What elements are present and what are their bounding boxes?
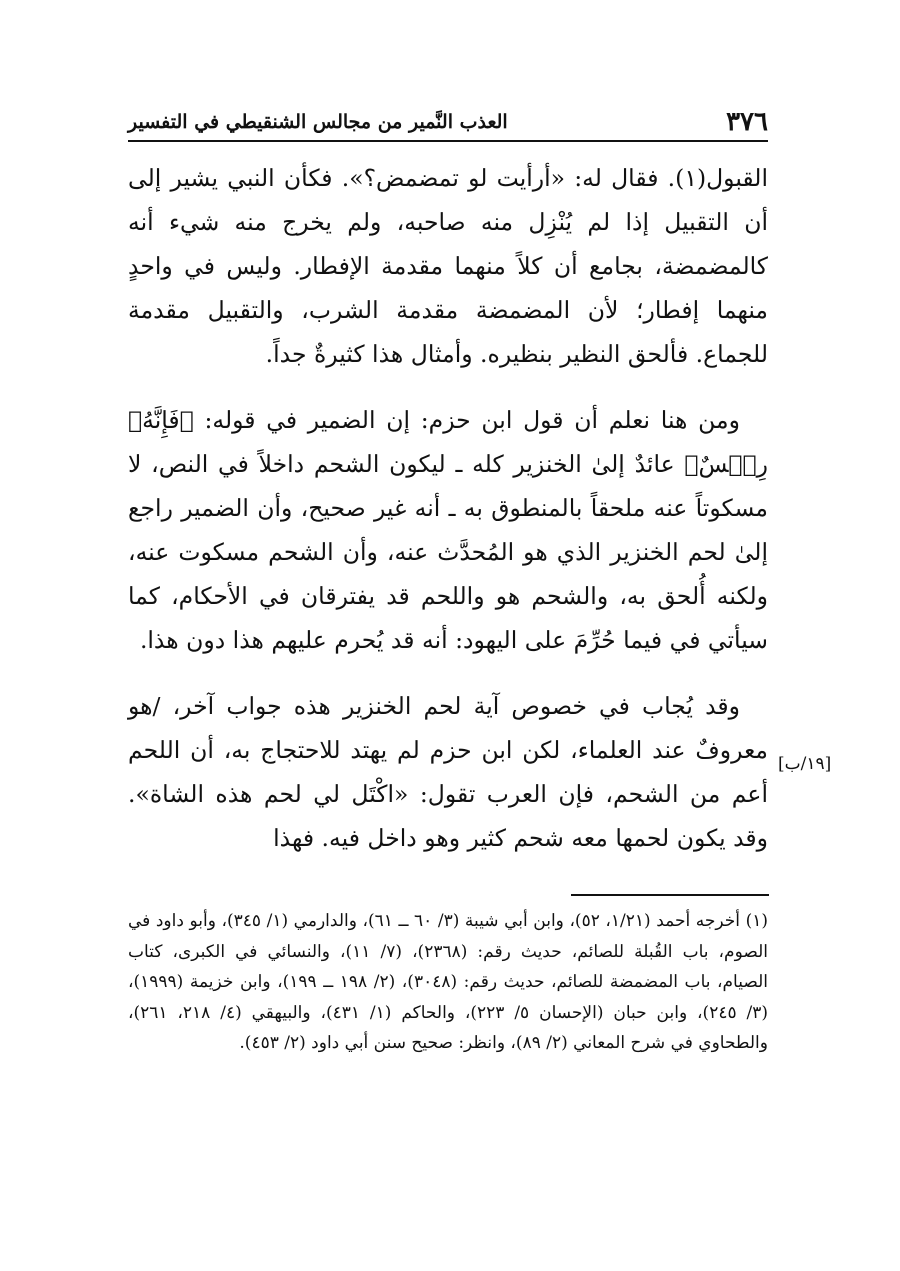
paragraph-1: القبول(١). فقال له: «أرأيت لو تمضمض؟». فكأن النبي يشير إلى أن التقبيل إذا لم يُنْزِل منه صاحبه، ولم يخرج منه شيء أنه كالمضمضة، بجامع أن كلاً منهما مقدمة الإفطار. وليس في واحدٍ منهما إفطار؛ لأن المضمضة مقدمة الشرب، والتقبيل مقدمة للجماع. فألحق النظير بنظيره. وأمثال هذا كثيرةٌ جداً. xyxy=(128,164,768,368)
footnote-separator xyxy=(571,894,769,896)
manuscript-folio-marker: [١٩/ب] xyxy=(778,754,832,774)
main-text xyxy=(128,156,768,860)
header-rule xyxy=(128,140,768,142)
paragraph-3: وقد يُجاب في خصوص آية لحم الخنزير هذه جواب آخر، /هو معروفٌ عند العلماء، لكن ابن حزم لم يهتد للاحتجاج به، أن اللحم أعم من الشحم، فإن العرب تقول: «اكْتَل لي لحم هذه الشاة». وقد يكون لحمها معه شحم كثير وهو داخل فيه. فهذا xyxy=(128,692,768,852)
running-header xyxy=(128,104,768,140)
running-title: العذب النَّمير من مجالس الشنقيطي في التفسير xyxy=(128,111,508,133)
page-number: ٣٧٦ xyxy=(726,107,768,137)
footnote-1: (١) أخرجه أحمد (١/٢١، ٥٢)، وابن أبي شيبة (٣/ ٦٠ ــ ٦١)، والدارمي (١/ ٣٤٥)، وأبو داود في الصوم، باب القُبلة للصائم، حديث رقم: (٢٣٦٨)، (٧/ ١١)، والنسائي في الكبرى، كتاب الصيام، باب المضمضة للصائم، حديث رقم: (٣٠٤٨)، (٢/ ١٩٨ ــ ١٩٩)، وابن خزيمة (١٩٩٩)، (٣/ ٢٤٥)، وابن حبان (الإحسان ٥/ ٢٢٣)، والحاكم (١/ ٤٣١)، والبيهقي (٤/ ٢١٨، ٢٦١)، والطحاوي في شرح المعاني (٢/ ٨٩)، وانظر: صحيح سنن أبي داود (٢/ ٤٥٣). xyxy=(128,911,769,1053)
paragraph-2: ومن هنا نعلم أن قول ابن حزم: إن الضمير في قوله: ﴿فَإِنَّهُۥ رِجۡسٌ﴾ عائدٌ إلىٰ الخنزير كله ـ ليكون الشحم داخلاً في النص، لا مسكوتاً عنه ملحقاً بالمنطوق به ـ أنه غير صحيح، وأن الضمير راجع إلىٰ لحم الخنزير الذي هو المُحدَّث عنه، وأن الشحم مسكوت عنه، ولكنه أُلحق به، والشحم هو واللحم قد يفترقان في الأحكام، كما سيأتي في فيما حُرِّمَ على اليهود: أنه قد يُحرم عليهم هذا دون هذا. xyxy=(128,406,768,654)
